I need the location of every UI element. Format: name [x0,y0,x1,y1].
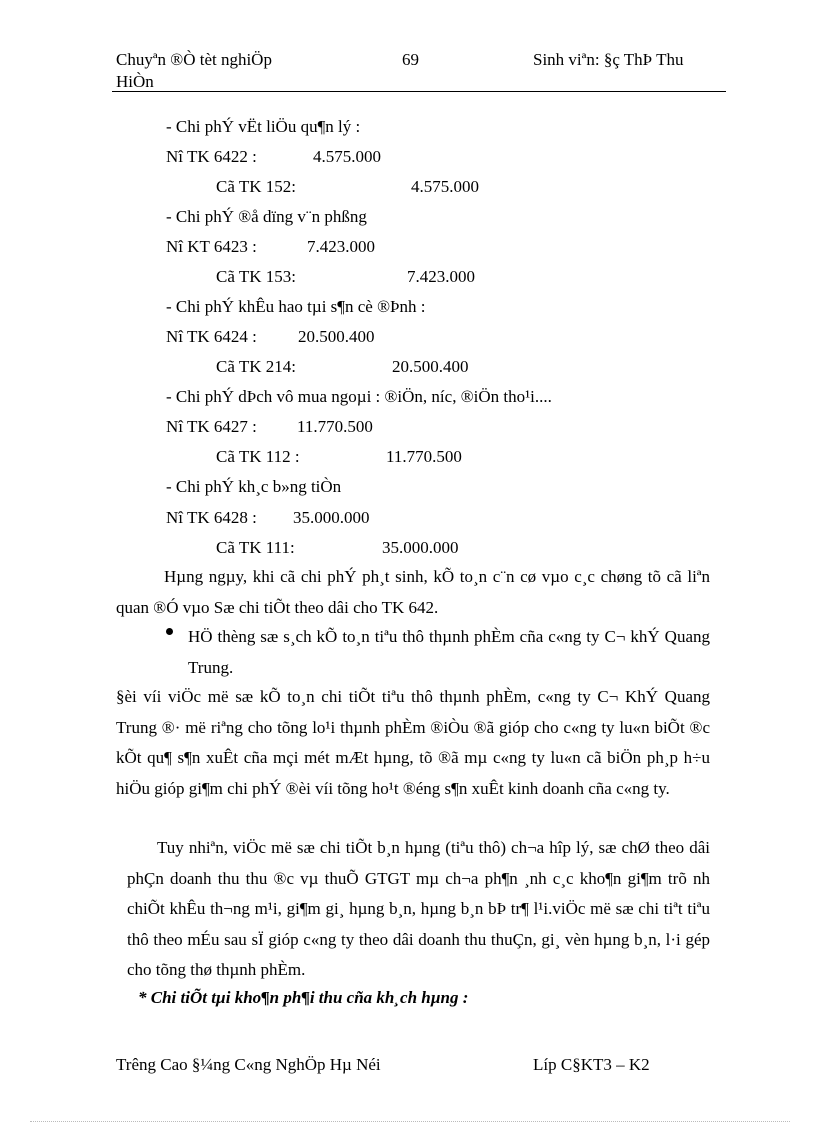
debit-label: Nî KT 6423 : [166,237,257,256]
debit-amount: 11.770.500 [297,417,373,436]
debit-amount: 4.575.000 [313,147,381,166]
page-edge-divider [30,1121,790,1122]
credit-amount: 35.000.000 [382,538,459,557]
debit-amount: 20.500.400 [298,327,375,346]
header-student: Sinh viªn: §ç ThÞ Thu [533,50,684,69]
debit-amount: 35.000.000 [293,508,370,527]
credit-amount: 11.770.500 [386,447,462,466]
credit-label: Cã TK 214: [216,357,296,376]
debit-label: Nî TK 6428 : [166,508,257,527]
paragraph-ledger-opening: §èi víi viÖc më sæ kÕ to¸n chi tiÕt tiªu thô thµnh phÈm, c«ng ty C¬ KhÝ Quang Trung ®· më riªng cho tõng lo¹i thµnh phÈm ®iÒu ®ã gióp cho c«ng ty lu«n biÕt ®c kÕt qu¶ s¶n xuÊt cña mçi mét mÆt hµng, tõ ®ã mµ c«ng ty lu«n cã biÖn ph¸p h÷u hiÖu gióp gi¶m chi phÝ ®èi víi tõng ho¹t ®éng s¶n xuÊt kinh doanh cña c«ng ty. [116,687,710,798]
debit-label: Nî TK 6422 : [166,147,257,166]
entry-heading: - Chi phÝ ®å dïng v¨n phßng [166,207,367,226]
bullet-dot [166,628,173,635]
section-heading: * Chi tiÕt tµi kho¶n ph¶i thu cña kh¸ch hµng : [138,988,469,1007]
credit-amount: 4.575.000 [411,177,479,196]
footer-school: Trêng Cao §¼ng C«ng NghÖp Hµ Néi [116,1055,381,1074]
header-title-cont: HiÒn [116,72,154,91]
credit-label: Cã TK 153: [216,267,296,286]
credit-label: Cã TK 152: [216,177,296,196]
entry-heading: - Chi phÝ kh¸c b»ng tiÒn [166,477,342,496]
credit-amount: 20.500.400 [392,357,469,376]
bullet-text: HÖ thèng sæ s¸ch kÕ to¸n tiªu thô thµnh phÈm cña c«ng ty C¬ khÝ Quang Trung. [188,627,710,677]
credit-label: Cã TK 111: [216,538,295,557]
entry-heading: - Chi phÝ dÞch vô mua ngoµi : ®iÖn, níc, ®iÖn tho¹i.... [166,387,552,406]
header-rule [112,91,726,92]
debit-amount: 7.423.000 [307,237,375,256]
entry-heading: - Chi phÝ vËt liÖu qu¶n lý : [166,117,361,136]
entry-heading: - Chi phÝ khÊu hao tµi s¶n cè ®Þnh : [166,297,426,316]
paragraph-daily-recording: Hµng ngµy, khi cã chi phÝ ph¸t sinh, kÕ to¸n c¨n cø vµo c¸c chøng tõ cã liªn quan ®Ó vµo Sæ chi tiÕt theo dâi cho TK 642. [116,567,710,617]
page-number: 69 [402,50,419,69]
debit-label: Nî TK 6427 : [166,417,257,436]
header-title: Chuyªn ®Ò tèt nghiÖp [116,50,272,69]
credit-amount: 7.423.000 [407,267,475,286]
debit-label: Nî TK 6424 : [166,327,257,346]
footer-class: Líp C§KT3 – K2 [533,1055,650,1074]
credit-label: Cã TK 112 : [216,447,300,466]
paragraph-sales-ledger: Tuy nhiªn, viÖc më sæ chi tiÕt b¸n hµng (tiªu thô) ch¬a hîp lý, sæ chØ theo dâi phÇn doanh thu thu ®c vµ thuÕ GTGT mµ ch¬a ph¶n ¸nh c¸c kho¶n gi¶m trõ nh chiÕt khÊu th¬ng m¹i, gi¶m gi¸ hµng b¸n, hµng b¸n bÞ tr¶ l¹i.viÖc më sæ chi tiªt tiªu thô theo mÉu sau sÏ gióp c«ng ty theo dâi doanh thu thuÇn, gi¸ vèn hµng b¸n, l·i gép cho tõng thø thµnh phÈm. [127,838,710,979]
